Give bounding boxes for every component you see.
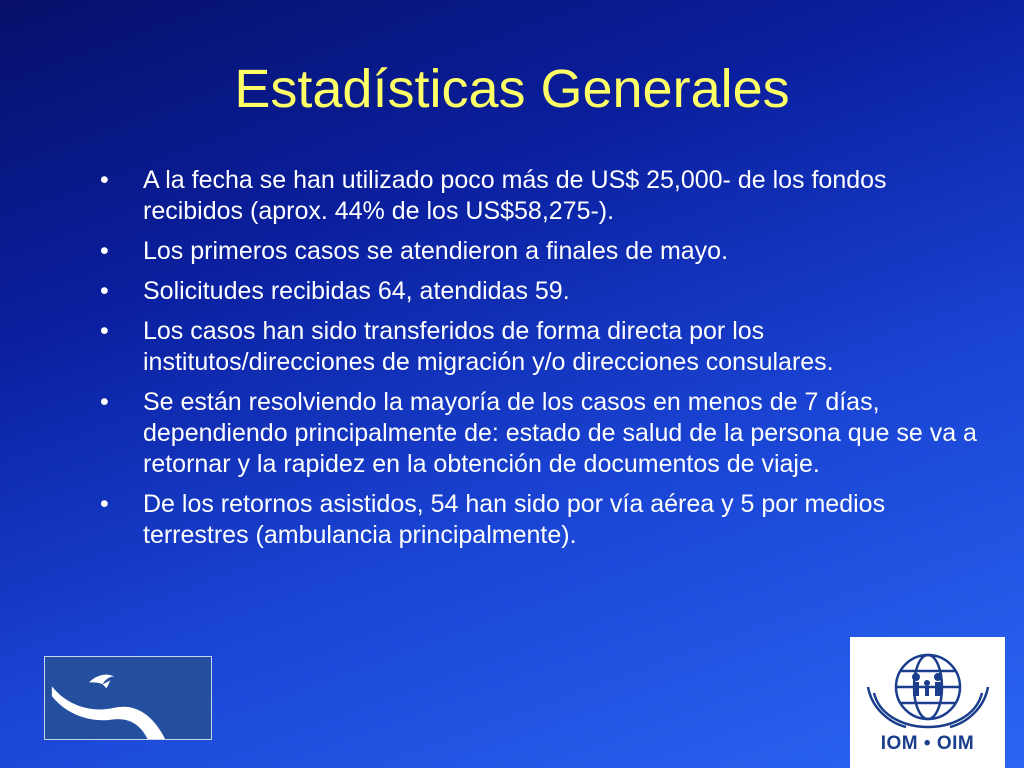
bullet-dot: • <box>100 388 109 416</box>
bullet-item <box>100 165 980 227</box>
iom-globe-icon <box>850 637 1005 733</box>
bullet-dot: • <box>100 237 109 265</box>
iom-logo <box>850 637 1005 768</box>
bullet-dot: • <box>100 317 109 345</box>
dove-wave-icon <box>45 657 211 739</box>
bullet-item <box>100 236 980 267</box>
bullet-list <box>100 165 980 560</box>
slide-title: Estadísticas Generales <box>234 59 790 119</box>
bullet-text: A la fecha se han utilizado poco más de US$ 25,000- de los fondos recibidos (aprox. 44% de los US$58,275-). <box>143 166 887 225</box>
bullet-text: Los primeros casos se atendieron a finales de mayo. <box>143 237 729 265</box>
bullet-dot: • <box>100 166 109 194</box>
dove-wave-logo <box>44 656 212 740</box>
bullet-text: De los retornos asistidos, 54 han sido por vía aérea y 5 por medios terrestres (ambulancia principalmente). <box>143 490 886 549</box>
bullet-item <box>100 387 980 480</box>
bullet-dot: • <box>100 277 109 305</box>
bullet-item <box>100 276 980 307</box>
bullet-text: Los casos han sido transferidos de forma directa por los institutos/direcciones de migración y/o direcciones consulares. <box>143 317 834 376</box>
bullet-item <box>100 316 980 378</box>
bullet-item <box>100 489 980 551</box>
bullet-text: Se están resolviendo la mayoría de los casos en menos de 7 días, dependiendo principalmente de: estado de salud de la persona que se va a retornar y la rapidez en la obtención de documentos de viaje. <box>143 388 977 478</box>
iom-logo-text: IOM • OIM <box>880 733 975 754</box>
bullet-text: Solicitudes recibidas 64, atendidas 59. <box>143 277 570 305</box>
bullet-dot: • <box>100 490 109 518</box>
